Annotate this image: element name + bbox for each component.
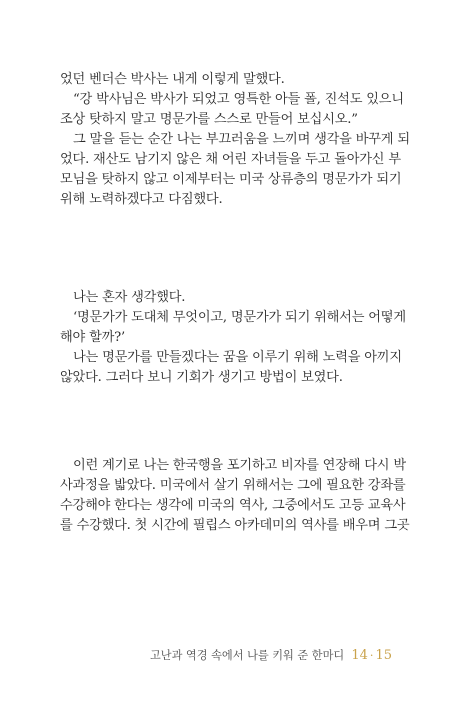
text-line: 그 말을 듣는 순간 나는 부끄러움을 느끼며 생각을 바꾸게 되: [73, 132, 410, 147]
right-page-number: 15: [375, 648, 392, 663]
text-line: 사과정을 밟았다. 미국에서 살기 위해서는 그에 필요한 강좌를: [60, 478, 406, 493]
text-line: 수강해야 한다는 생각에 미국의 역사, 그중에서도 고등 교육사: [60, 498, 406, 513]
page-footer: [150, 647, 392, 663]
text-line: ‘명문가가 도대체 무엇이고, 명문가가 되기 위해서는 어떻게: [73, 310, 406, 325]
page-separator: ·: [369, 649, 374, 662]
paragraph-block: [60, 70, 410, 210]
running-title: 고난과 역경 속에서 나를 키워 준 한마디: [149, 649, 345, 662]
text-line: 나는 명문가를 만들겠다는 꿈을 이루기 위해 노력을 아끼지: [73, 350, 402, 365]
paragraph-block: [60, 288, 406, 388]
text-line: 조상 탓하지 말고 명문가를 스스로 만들어 보십시오.”: [60, 112, 358, 127]
text-line: 나는 혼자 생각했다.: [73, 290, 186, 305]
text-line: 위해 노력하겠다고 다짐했다.: [60, 192, 223, 207]
paragraph-block: [60, 456, 410, 536]
text-line: 모님을 탓하지 않고 이제부터는 미국 상류층의 명문가가 되기: [60, 172, 402, 187]
text-line: 었다. 재산도 남기지 않은 채 어린 자녀들을 두고 돌아가신 부: [60, 152, 401, 167]
text-line: 이런 계기로 나는 한국행을 포기하고 비자를 연장해 다시 박: [73, 458, 406, 473]
text-line: 해야 할까?’: [60, 330, 126, 345]
text-line: “강 박사님은 박사가 되었고 영특한 아들 폴, 진석도 있으니: [73, 92, 404, 107]
text-line: 를 수강했다. 첫 시간에 필립스 아카데미의 역사를 배우며 그곳: [60, 518, 410, 533]
left-page-number: 14: [351, 648, 368, 663]
text-line: 않았다. 그러다 보니 기회가 생기고 방법이 보였다.: [60, 370, 343, 385]
text-line: 었던 벤더슨 박사는 내게 이렇게 말했다.: [60, 72, 285, 87]
